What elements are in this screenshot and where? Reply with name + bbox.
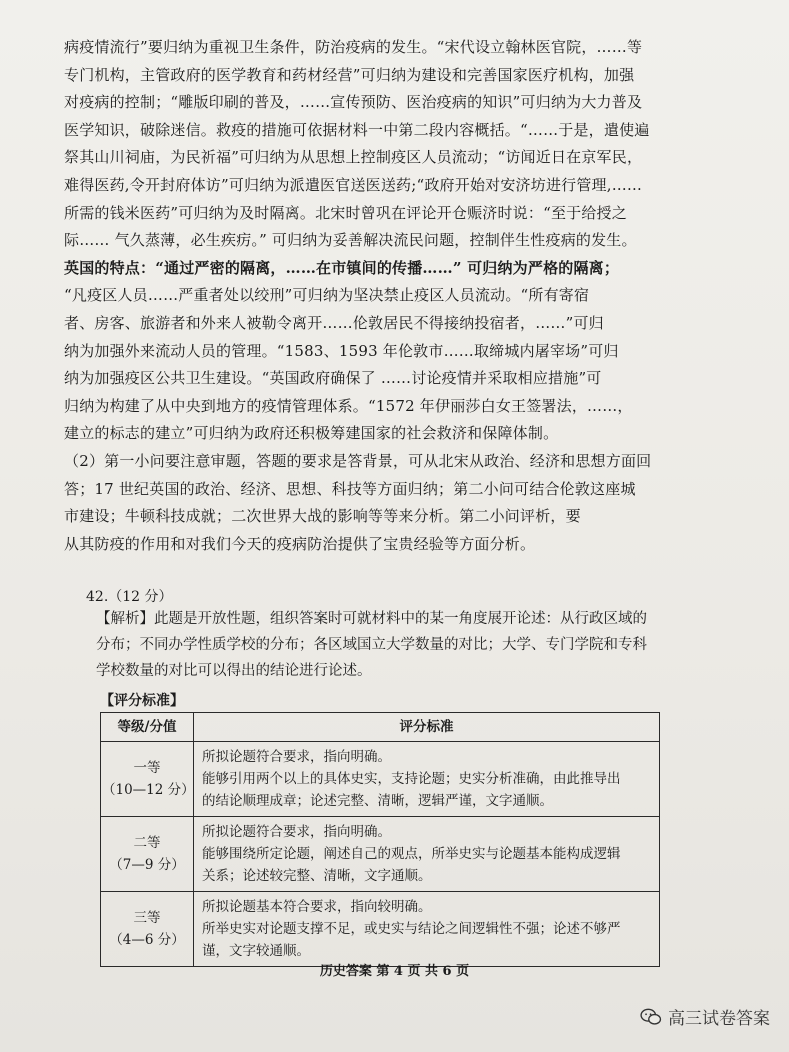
criteria-line: 能够围绕所定论题，阐述自己的观点，所举史实与论题基本能构成逻辑	[202, 846, 621, 862]
text-line: 从其防疫的作用和对我们今天的疫病防治提供了宝贵经验等方面分析。	[64, 534, 536, 553]
level-name: 三等	[133, 910, 161, 926]
rubric-row	[101, 817, 660, 892]
level-name: 二等	[133, 835, 161, 851]
rubric-table	[100, 712, 660, 967]
text-line: 纳为加强疫区公共卫生建设。“英国政府确保了 ……讨论疫情并采取相应措施”可	[64, 369, 602, 388]
rubric-criteria-cell	[194, 817, 660, 892]
question-analysis	[96, 606, 696, 684]
answer-body-text	[64, 34, 704, 558]
watermark-text: 高三试卷答案	[668, 1009, 770, 1029]
header-level: 等级/分值	[101, 713, 194, 742]
rubric-criteria-cell	[194, 892, 660, 967]
text-line: （2）第一小问要注意审题，答题的要求是答背景，可从北宋从政治、经济和思想方面回	[64, 451, 652, 470]
level-range: （10—12 分）	[102, 782, 195, 798]
criteria-line: 关系；论述较完整、清晰，文字通顺。	[202, 868, 432, 884]
wechat-icon	[640, 1008, 662, 1026]
text-line: 所需的钱米医药”可归纳为及时隔离。北宋时曾巩在评论开仓赈济时说：“至于给授之	[64, 203, 627, 222]
text-line: 者、房客、旅游者和外来人被勒令离开……伦敦居民不得接纳投宿者，……”可归	[64, 313, 604, 332]
text-line: 纳为加强外来流动人员的管理。“1583、1593 年伦敦市……取缔城内屠宰场”可归	[64, 341, 619, 360]
text-line: 医学知识，破除迷信。救疫的措施可依据材料一中第二段内容概括。“……于是，遣使遍	[64, 120, 650, 139]
analysis-line: 分布；不同办学性质学校的分布；各区域国立大学数量的对比；大学、专门学院和专科	[96, 637, 647, 653]
level-range: （4—6 分）	[109, 932, 185, 948]
level-name: 一等	[133, 760, 161, 776]
text-line: 市建设；牛顿科技成就；二次世界大战的影响等等来分析。第二小问评析，要	[64, 507, 581, 526]
text-line: 建立的标志的建立”可归纳为政府还积极筹建国家的社会救济和保障体制。	[64, 424, 559, 443]
watermark	[640, 1004, 770, 1029]
header-criteria: 评分标准	[194, 713, 660, 742]
level-range: （7—9 分）	[109, 857, 185, 873]
text-line: 病疫情流行”要归纳为重视卫生条件，防治疫病的发生。“宋代设立翰林医官院，……等	[64, 38, 643, 56]
rubric-row	[101, 892, 660, 967]
rubric-level-cell	[101, 892, 194, 967]
criteria-line: 所拟论题基本符合要求，指向较明确。	[202, 899, 432, 915]
criteria-line: 能够引用两个以上的具体史实，支持论题；史实分析准确，由此推导出	[202, 771, 621, 787]
text-line: 归纳为构建了从中央到地方的疫情管理体系。“1572 年伊丽莎白女王签署法，……，	[64, 396, 633, 415]
criteria-line: 所举史实对论题支撑不足，或史实与结论之间逻辑性不强；论述不够严	[202, 921, 621, 937]
rubric-row	[101, 742, 660, 817]
analysis-line: 【解析】此题是开放性题，组织答案时可就材料中的某一角度展开论述：从行政区域的	[96, 611, 647, 627]
text-line: 际…… 气久蒸薄，必生疾疠。” 可归纳为妥善解决流民问题，控制伴生性疫病的发生。	[64, 231, 637, 250]
rubric-header-row	[101, 713, 660, 742]
criteria-line: 所拟论题符合要求，指向明确。	[202, 749, 391, 765]
analysis-line: 学校数量的对比可以得出的结论进行论述。	[96, 663, 372, 679]
text-line: 难得医药,令开封府体访”可归纳为派遣医官送医送药;“政府开始对安济坊进行管理,……	[64, 175, 643, 194]
page-footer: 历史答案 第 4 页 共 6 页	[319, 964, 470, 979]
criteria-line: 谨，文字较通顺。	[202, 943, 310, 959]
text-line: 对疫病的控制；“雕版印刷的普及，……宣传预防、医治疫病的知识”可归纳为大力普及	[64, 93, 643, 112]
rubric-title: 【评分标准】	[100, 693, 184, 709]
text-line: “凡疫区人员……严重者处以绞刑”可归纳为坚决禁止疫区人员流动。“所有寄宿	[64, 286, 590, 305]
text-line: 答；17 世纪英国的政治、经济、思想、科技等方面归纳；第二小问可结合伦敦这座城	[64, 479, 636, 498]
text-line: 英国的特点：“通过严密的隔离，……在市镇间的传播……” 可归纳为严格的隔离；	[64, 258, 620, 277]
rubric-criteria-cell	[194, 742, 660, 817]
question-number: 42.（12 分）	[86, 589, 173, 605]
text-line: 祭其山川祠庙，为民祈福”可归纳为从思想上控制疫区人员流动；“访闻近日在京军民，	[64, 148, 643, 167]
text-line: 专门机构，主管政府的医学教育和药材经营”可归纳为建设和完善国家医疗机构，加强	[64, 65, 635, 84]
rubric-level-cell	[101, 817, 194, 892]
criteria-line: 的结论顺理成章；论述完整、清晰，逻辑严谨，文字通顺。	[202, 793, 553, 809]
rubric-level-cell	[101, 742, 194, 817]
criteria-line: 所拟论题符合要求，指向明确。	[202, 824, 391, 840]
